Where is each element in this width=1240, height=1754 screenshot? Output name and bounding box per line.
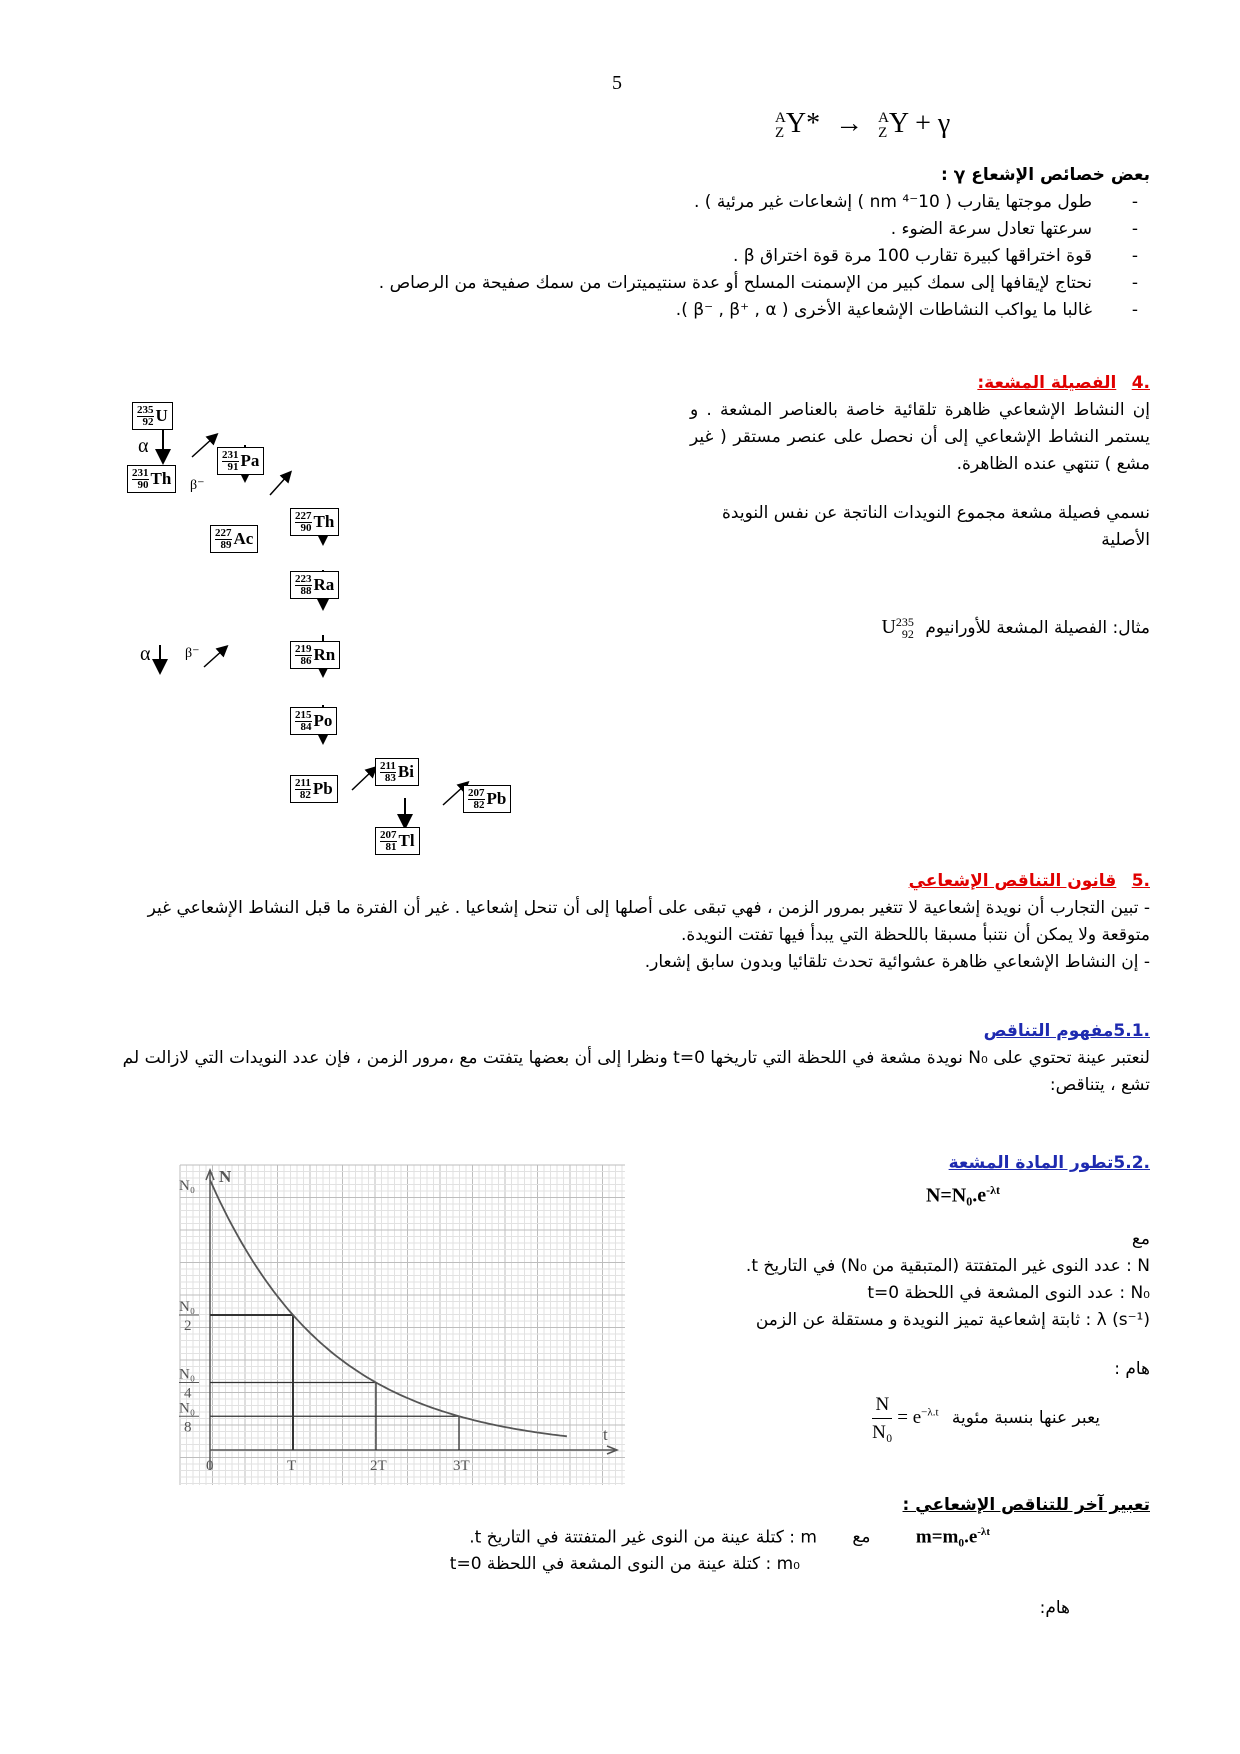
mass-definition-m: m : كتلة عينة من النوى غير المتفتتة في التاريخ t. [469,1527,817,1548]
decay-graph [175,1160,630,1490]
section-5-2-title: .5.2تطور المادة المشعة [948,1153,1150,1173]
section-5-paragraph-2: - إن النشاط الإشعاعي ظاهرة عشوائية تحدث تلقائيا وبدون سابق إشعار. [644,952,1150,972]
element-symbol: Ac [233,529,254,548]
element-symbol: Rn [313,645,336,664]
alternative-law [250,1492,1150,1578]
mass-definition-m0: m₀ : كتلة عينة من النوى المشعة في اللحظة t=0 [449,1554,800,1575]
eq-mass-number-2: A [878,109,889,126]
list-item: - غالبا ما يواكب النشاطات الإشعاعية الأخرى ( β⁻ , β⁺ , α ). [250,297,1138,324]
element-symbol: Pa [240,451,260,470]
y-tick-label: N₀ [179,1366,196,1383]
element-symbol: Tl [398,831,415,850]
element-symbol: Ra [313,575,335,594]
list-item: - طول موجتها يقارب ( 10⁻⁴ nm ) إشعاعات غير مرئية ) . [250,189,1138,216]
section-5-1-paragraph: لنعتبر عينة تحتوي على N₀ نويدة مشعة في اللحظة التي تاريخها t=0 ونظرا إلى أن بعضها يتفتت مع ،مرور الزمن ، فإن عدد النويدات التي لازالت لم تشع ، يتناقص: [122,1048,1150,1095]
atomic-number: 89 [215,539,232,551]
arrow-beta-1 [192,437,214,457]
important-label: هام : [1114,1358,1150,1379]
decay-law-formula [650,1177,1150,1210]
x-tick-label: T [287,1458,297,1474]
example-label: مثال: الفصيلة المشعة للأورانيوم [925,618,1150,638]
element-symbol: Pb [486,789,507,808]
section-4-example [690,614,1150,642]
decay-chain-diagram [120,395,540,865]
y-tick-label: N₀ [179,1400,196,1417]
eq-mass-number-1: A [775,109,786,126]
mass-number: 231 [222,448,239,461]
formula-exponent: -λt [986,1183,1000,1197]
atomic-number: 83 [380,772,396,784]
atomic-number: 91 [222,461,239,473]
eq-atomic-number-2: Z [878,124,888,141]
ratio-formula [872,1391,938,1446]
element-symbol: Po [313,711,333,730]
nuclide-symbol: U [881,616,896,638]
element-symbol: Bi [397,762,414,781]
section-4-title: الفصيلة المشعة: [977,373,1117,393]
nuclide-atomic: 92 [901,627,914,642]
eq-arrow: → [835,108,864,139]
mass-number: 227 [295,509,312,522]
legend-beta-arrow [204,649,224,667]
nuclide-box-ra223 [290,571,339,599]
mass-number: 235 [137,403,154,416]
section-5-title: قانون التناقص الإشعاعي [908,871,1117,891]
mass-formula-exponent: -λt [977,1526,990,1538]
atomic-number: 90 [295,522,312,534]
section-4-family-definition: نسمي فصيلة مشعة مجموع النويدات الناتجة عن نفس النويدة الأصلية [722,503,1150,550]
nuclide-box-pa231 [217,447,264,475]
section-5 [130,868,1150,976]
gamma-equation [775,108,950,141]
mass-number: 215 [295,708,312,721]
arrow-beta-4 [443,785,465,805]
arrow-beta-2 [270,475,288,495]
decay-curve-chart [175,1160,630,1490]
eq-atomic-number-1: Z [775,124,785,141]
mass-number: 231 [132,466,149,479]
mass-number: 227 [215,526,232,539]
x-tick-labels [206,1458,470,1474]
section-5-paragraph-1: - تبين التجارب أن نويدة إشعاعية لا تتغير بمرور الزمن ، فهي تبقى على أصلها إلى أن تنحل إشعاعيا . غير أن الفترة ما قبل النشاط الإشعاعي غير متوقعة ولا يمكن أن نتنبأ مسبقا باللحظة التي يبدأ فيها تفتت النويدة. [147,898,1150,945]
page-number: 5 [612,72,622,94]
nuclide-box-pb211 [290,775,338,803]
nuclide-box-po215 [290,707,337,735]
example-nuclide [881,615,914,642]
eq-right: Y + γ [888,108,951,139]
list-item: - سرعتها تعادل سرعة الضوء . [250,216,1138,243]
mass-number: 207 [380,828,397,841]
nuclide-box-tl207 [375,827,420,855]
atomic-number: 92 [137,416,154,428]
element-symbol: Pb [312,779,333,798]
gamma-props-list [250,189,1138,324]
mass-number: 211 [380,759,396,772]
element-symbol: Th [313,512,335,531]
element-symbol: Th [150,469,172,488]
mass-law-formula [916,1519,990,1550]
element-symbol: U [155,406,168,425]
legend-alpha: α [140,643,151,665]
formula-base: N=N₀.e [925,1184,987,1207]
y-tick-denominator: 4 [184,1385,192,1402]
ratio-rhs: = e [897,1406,922,1428]
mass-number: 219 [295,642,312,655]
definition-n0: N₀ : عدد النوى المشعة في اللحظة t=0 [867,1282,1150,1303]
atomic-number: 82 [468,799,485,811]
arrow-beta-3 [352,770,373,790]
beta-label: β⁻ [190,478,205,493]
x-tick-label: 0 [206,1458,214,1474]
ratio-numerator: N [872,1391,892,1419]
nuclide-mass: 235 [895,615,914,630]
atomic-number: 84 [295,721,312,733]
list-item: - نحتاج لإيقافها إلى سمك كبير من الإسمنت المسلح أو عدة سنتيميترات من سمك صفيحة من الرصاص . [250,270,1138,297]
half-life-guides [210,1315,459,1450]
y-axis-label: N [219,1167,232,1186]
mass-number: 211 [295,776,311,789]
legend-beta: β⁻ [185,646,200,661]
section-4 [690,370,1150,642]
with-label: مع [1131,1228,1150,1249]
nuclide-box-rn219 [290,641,340,669]
x-tick-label: 2T [370,1458,387,1474]
alt-law-title: تعبير آخر للتناقص الإشعاعي : [902,1495,1150,1515]
atomic-number: 82 [295,789,311,801]
gamma-properties [250,162,1150,324]
alt-law-line-1 [250,1519,1150,1551]
section-5-1 [100,1018,1150,1099]
atomic-number: 88 [295,585,312,597]
atomic-number: 86 [295,655,312,667]
section-5-number: .5 [1131,871,1150,891]
nuclide-box-u235 [132,402,173,430]
final-important-label: هام: [1039,1598,1070,1618]
section-4-paragraph: إن النشاط الإشعاعي ظاهرة تلقائية خاصة بالعناصر المشعة . و يستمر النشاط الإشعاعي إلى أن نحصل على عنصر مستقر ( غير مشع ) تنتهي عنده الظاهرة. [690,400,1150,474]
ratio-exponent: −λ.t [921,1406,939,1419]
atomic-number: 81 [380,841,397,853]
nuclide-box-th227 [290,508,339,536]
y-tick-denominator: 2 [184,1318,192,1334]
y-tick-label: N₀ [179,1299,196,1315]
ratio-denominator: N₀ [872,1421,893,1443]
nuclide-box-bi211 [375,758,419,786]
chart-grid [180,1165,625,1485]
nuclide-box-pb207 [463,785,511,813]
section-4-heading [690,370,1150,397]
section-5-1-title: .5.1مفهوم التناقص [983,1021,1150,1041]
mass-number: 207 [468,786,485,799]
x-tick-label: 3T [453,1458,470,1474]
gamma-props-title: بعض خصائص الإشعاع γ : [941,165,1150,185]
eq-left: Y* [785,108,821,139]
y-tick-label: N₀ [179,1178,196,1194]
x-axis-label: t [603,1425,608,1444]
list-item: - قوة اختراقها كبيرة تقارب 100 مرة قوة اختراق β . [250,243,1138,270]
definition-lambda: λ (s⁻¹) : ثابتة إشعاعية تميز النويدة و مستقلة عن الزمن [755,1309,1150,1330]
alt-with-label: مع [852,1527,871,1548]
nuclide-box-th231 [127,465,176,493]
section-5-heading [130,868,1150,895]
ratio-note: يعبر عنها بنسبة مئوية [951,1407,1100,1428]
section-4-number: .4 [1131,373,1150,393]
section-5-2 [650,1150,1150,1446]
y-tick-denominator: 8 [184,1419,192,1436]
atomic-number: 90 [132,479,149,491]
mass-number: 223 [295,572,312,585]
ratio-formula-line [650,1391,1150,1446]
nuclide-box-ac227 [210,525,258,553]
definition-n: N : عدد النوى غير المتفتتة (المتبقية من N₀) في التاريخ t. [745,1255,1150,1276]
mass-formula-base: m=m₀.e [915,1526,978,1548]
alpha-label: α [138,435,149,457]
